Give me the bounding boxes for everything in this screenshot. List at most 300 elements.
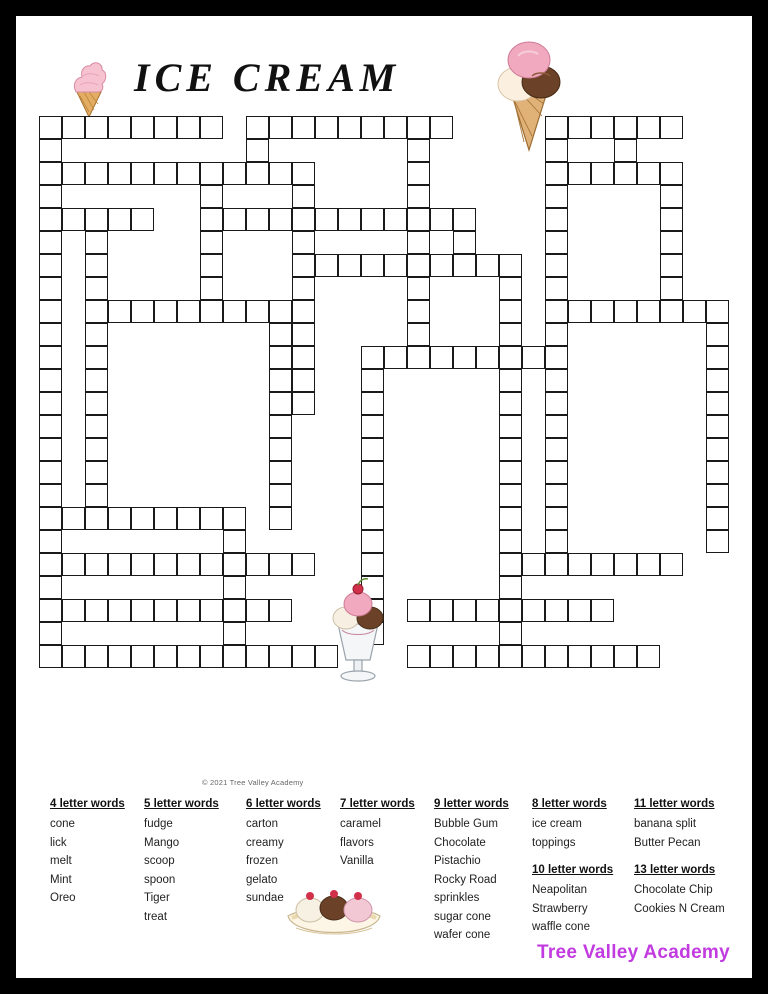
crossword-cell[interactable] xyxy=(407,599,430,622)
crossword-cell[interactable] xyxy=(499,254,522,277)
crossword-cell[interactable] xyxy=(430,208,453,231)
word-list-item[interactable]: Chocolate Chip xyxy=(634,884,713,896)
crossword-cell[interactable] xyxy=(154,553,177,576)
crossword-cell[interactable] xyxy=(223,553,246,576)
crossword-cell[interactable] xyxy=(453,231,476,254)
crossword-cell[interactable] xyxy=(683,300,706,323)
crossword-cell[interactable] xyxy=(131,162,154,185)
crossword-cell[interactable] xyxy=(177,162,200,185)
crossword-cell[interactable] xyxy=(200,116,223,139)
crossword-cell[interactable] xyxy=(499,599,522,622)
crossword-cell[interactable] xyxy=(85,438,108,461)
word-list-item[interactable]: sprinkles xyxy=(434,892,480,904)
crossword-cell[interactable] xyxy=(338,208,361,231)
crossword-cell[interactable] xyxy=(39,484,62,507)
crossword-cell[interactable] xyxy=(706,323,729,346)
crossword-cell[interactable] xyxy=(614,116,637,139)
crossword-cell[interactable] xyxy=(85,162,108,185)
crossword-cell[interactable] xyxy=(131,208,154,231)
crossword-cell[interactable] xyxy=(108,507,131,530)
crossword-cell[interactable] xyxy=(499,484,522,507)
crossword-cell[interactable] xyxy=(384,116,407,139)
crossword-cell[interactable] xyxy=(85,461,108,484)
crossword-cell[interactable] xyxy=(637,116,660,139)
crossword-cell[interactable] xyxy=(39,208,62,231)
crossword-cell[interactable] xyxy=(545,415,568,438)
crossword-cell[interactable] xyxy=(361,553,384,576)
crossword-cell[interactable] xyxy=(545,530,568,553)
crossword-cell[interactable] xyxy=(545,369,568,392)
crossword-cell[interactable] xyxy=(223,622,246,645)
word-list-item[interactable]: frozen xyxy=(246,855,278,867)
crossword-cell[interactable] xyxy=(706,438,729,461)
crossword-cell[interactable] xyxy=(384,346,407,369)
crossword-cell[interactable] xyxy=(430,254,453,277)
crossword-cell[interactable] xyxy=(591,162,614,185)
crossword-cell[interactable] xyxy=(246,300,269,323)
crossword-cell[interactable] xyxy=(499,415,522,438)
crossword-cell[interactable] xyxy=(154,162,177,185)
crossword-cell[interactable] xyxy=(591,645,614,668)
crossword-cell[interactable] xyxy=(223,576,246,599)
crossword-cell[interactable] xyxy=(85,507,108,530)
crossword-cell[interactable] xyxy=(545,323,568,346)
crossword-cell[interactable] xyxy=(545,484,568,507)
crossword-cell[interactable] xyxy=(85,369,108,392)
crossword-cell[interactable] xyxy=(545,300,568,323)
crossword-cell[interactable] xyxy=(407,277,430,300)
crossword-cell[interactable] xyxy=(407,185,430,208)
crossword-cell[interactable] xyxy=(223,162,246,185)
crossword-cell[interactable] xyxy=(614,139,637,162)
crossword-cell[interactable] xyxy=(200,553,223,576)
word-list-item[interactable]: Chocolate xyxy=(434,836,486,849)
crossword-cell[interactable] xyxy=(292,323,315,346)
crossword-cell[interactable] xyxy=(39,415,62,438)
crossword-cell[interactable] xyxy=(62,116,85,139)
crossword-cell[interactable] xyxy=(315,116,338,139)
crossword-cell[interactable] xyxy=(614,553,637,576)
crossword-cell[interactable] xyxy=(545,645,568,668)
crossword-cell[interactable] xyxy=(637,300,660,323)
crossword-cell[interactable] xyxy=(361,369,384,392)
crossword-cell[interactable] xyxy=(200,162,223,185)
crossword-cell[interactable] xyxy=(269,599,292,622)
word-list-item[interactable]: Rocky Road xyxy=(434,873,497,886)
word-list-item[interactable]: waffle cone xyxy=(532,921,590,933)
word-list-item[interactable]: sugar cone xyxy=(434,910,491,923)
crossword-cell[interactable] xyxy=(407,645,430,668)
crossword-cell[interactable] xyxy=(499,622,522,645)
crossword-cell[interactable] xyxy=(154,116,177,139)
crossword-cell[interactable] xyxy=(706,461,729,484)
crossword-cell[interactable] xyxy=(269,369,292,392)
crossword-cell[interactable] xyxy=(545,208,568,231)
word-list-item[interactable]: caramel xyxy=(340,818,381,830)
crossword-cell[interactable] xyxy=(545,162,568,185)
crossword-cell[interactable] xyxy=(476,599,499,622)
crossword-cell[interactable] xyxy=(292,231,315,254)
crossword-cell[interactable] xyxy=(407,254,430,277)
crossword-cell[interactable] xyxy=(361,116,384,139)
crossword-cell[interactable] xyxy=(338,254,361,277)
crossword-cell[interactable] xyxy=(85,300,108,323)
crossword-cell[interactable] xyxy=(660,254,683,277)
crossword-cell[interactable] xyxy=(85,231,108,254)
crossword-cell[interactable] xyxy=(269,645,292,668)
crossword-cell[interactable] xyxy=(269,300,292,323)
word-list-item[interactable]: toppings xyxy=(532,836,576,849)
crossword-cell[interactable] xyxy=(591,116,614,139)
word-list-item[interactable]: Oreo xyxy=(50,892,76,904)
crossword-cell[interactable] xyxy=(39,645,62,668)
crossword-cell[interactable] xyxy=(200,645,223,668)
crossword-cell[interactable] xyxy=(177,645,200,668)
crossword-cell[interactable] xyxy=(131,599,154,622)
crossword-cell[interactable] xyxy=(200,300,223,323)
crossword-cell[interactable] xyxy=(39,116,62,139)
crossword-cell[interactable] xyxy=(131,300,154,323)
crossword-cell[interactable] xyxy=(39,231,62,254)
crossword-cell[interactable] xyxy=(430,346,453,369)
crossword-cell[interactable] xyxy=(246,599,269,622)
crossword-cell[interactable] xyxy=(706,346,729,369)
crossword-cell[interactable] xyxy=(292,277,315,300)
crossword-cell[interactable] xyxy=(292,553,315,576)
crossword-cell[interactable] xyxy=(545,116,568,139)
crossword-cell[interactable] xyxy=(499,576,522,599)
word-list-item[interactable]: Strawberry xyxy=(532,902,588,915)
crossword-cell[interactable] xyxy=(522,645,545,668)
crossword-cell[interactable] xyxy=(361,438,384,461)
crossword-cell[interactable] xyxy=(39,162,62,185)
word-list-item[interactable]: cone xyxy=(50,818,75,830)
crossword-cell[interactable] xyxy=(591,599,614,622)
crossword-cell[interactable] xyxy=(476,254,499,277)
crossword-cell[interactable] xyxy=(85,484,108,507)
crossword-cell[interactable] xyxy=(200,277,223,300)
crossword-cell[interactable] xyxy=(292,346,315,369)
crossword-cell[interactable] xyxy=(200,507,223,530)
crossword-cell[interactable] xyxy=(85,208,108,231)
crossword-cell[interactable] xyxy=(614,645,637,668)
crossword-cell[interactable] xyxy=(223,645,246,668)
crossword-cell[interactable] xyxy=(269,438,292,461)
crossword-cell[interactable] xyxy=(292,116,315,139)
crossword-cell[interactable] xyxy=(338,116,361,139)
crossword-cell[interactable] xyxy=(62,553,85,576)
crossword-cell[interactable] xyxy=(499,507,522,530)
crossword-cell[interactable] xyxy=(407,139,430,162)
crossword-cell[interactable] xyxy=(660,553,683,576)
word-list-item[interactable]: sundae xyxy=(246,892,284,904)
crossword-cell[interactable] xyxy=(706,484,729,507)
crossword-cell[interactable] xyxy=(292,162,315,185)
crossword-cell[interactable] xyxy=(453,254,476,277)
crossword-cell[interactable] xyxy=(660,185,683,208)
crossword-cell[interactable] xyxy=(154,300,177,323)
crossword-cell[interactable] xyxy=(62,645,85,668)
crossword-cell[interactable] xyxy=(706,530,729,553)
crossword-cell[interactable] xyxy=(223,530,246,553)
crossword-cell[interactable] xyxy=(453,645,476,668)
crossword-cell[interactable] xyxy=(62,507,85,530)
crossword-cell[interactable] xyxy=(706,369,729,392)
crossword-cell[interactable] xyxy=(361,392,384,415)
word-list-item[interactable]: Cookies N Cream xyxy=(634,902,725,915)
crossword-cell[interactable] xyxy=(499,369,522,392)
crossword-cell[interactable] xyxy=(292,645,315,668)
crossword-cell[interactable] xyxy=(269,553,292,576)
word-list-item[interactable]: banana split xyxy=(634,818,697,830)
crossword-cell[interactable] xyxy=(453,208,476,231)
crossword-cell[interactable] xyxy=(545,231,568,254)
crossword-cell[interactable] xyxy=(108,599,131,622)
crossword-cell[interactable] xyxy=(499,645,522,668)
crossword-cell[interactable] xyxy=(39,277,62,300)
crossword-cell[interactable] xyxy=(131,507,154,530)
crossword-cell[interactable] xyxy=(39,599,62,622)
crossword-cell[interactable] xyxy=(246,208,269,231)
crossword-cell[interactable] xyxy=(568,645,591,668)
word-list-item[interactable]: Bubble Gum xyxy=(434,818,498,830)
crossword-cell[interactable] xyxy=(522,553,545,576)
crossword-cell[interactable] xyxy=(85,415,108,438)
word-list-item[interactable]: creamy xyxy=(246,836,284,849)
crossword-cell[interactable] xyxy=(246,116,269,139)
crossword-cell[interactable] xyxy=(200,185,223,208)
crossword-cell[interactable] xyxy=(660,300,683,323)
crossword-cell[interactable] xyxy=(499,277,522,300)
crossword-cell[interactable] xyxy=(315,208,338,231)
crossword-cell[interactable] xyxy=(177,553,200,576)
crossword-cell[interactable] xyxy=(499,300,522,323)
crossword-cell[interactable] xyxy=(407,300,430,323)
crossword-cell[interactable] xyxy=(545,599,568,622)
crossword-cell[interactable] xyxy=(108,553,131,576)
crossword-cell[interactable] xyxy=(269,208,292,231)
word-list-item[interactable]: wafer cone xyxy=(434,929,491,941)
word-list-item[interactable]: Neapolitan xyxy=(532,884,587,896)
crossword-cell[interactable] xyxy=(200,208,223,231)
crossword-cell[interactable] xyxy=(660,116,683,139)
crossword-cell[interactable] xyxy=(131,553,154,576)
crossword-cell[interactable] xyxy=(568,553,591,576)
crossword-cell[interactable] xyxy=(39,461,62,484)
crossword-cell[interactable] xyxy=(706,507,729,530)
crossword-cell[interactable] xyxy=(223,208,246,231)
word-list-item[interactable]: Vanilla xyxy=(340,855,374,867)
crossword-cell[interactable] xyxy=(384,254,407,277)
crossword-cell[interactable] xyxy=(223,599,246,622)
crossword-cell[interactable] xyxy=(85,645,108,668)
crossword-cell[interactable] xyxy=(706,300,729,323)
crossword-cell[interactable] xyxy=(453,599,476,622)
crossword-cell[interactable] xyxy=(62,162,85,185)
crossword-cell[interactable] xyxy=(39,507,62,530)
crossword-cell[interactable] xyxy=(545,461,568,484)
crossword-cell[interactable] xyxy=(315,254,338,277)
crossword-cell[interactable] xyxy=(85,392,108,415)
crossword-cell[interactable] xyxy=(637,162,660,185)
crossword-cell[interactable] xyxy=(269,162,292,185)
word-list-item[interactable]: lick xyxy=(50,836,67,849)
crossword-cell[interactable] xyxy=(269,392,292,415)
word-list-item[interactable]: scoop xyxy=(144,855,175,867)
crossword-cell[interactable] xyxy=(499,461,522,484)
crossword-cell[interactable] xyxy=(108,162,131,185)
crossword-cell[interactable] xyxy=(154,507,177,530)
word-list-item[interactable]: Mango xyxy=(144,836,180,849)
crossword-cell[interactable] xyxy=(545,254,568,277)
crossword-cell[interactable] xyxy=(430,645,453,668)
crossword-cell[interactable] xyxy=(62,208,85,231)
crossword-cell[interactable] xyxy=(522,599,545,622)
word-list-item[interactable]: carton xyxy=(246,818,278,830)
word-list-item[interactable]: ice cream xyxy=(532,818,582,830)
crossword-cell[interactable] xyxy=(430,599,453,622)
crossword-cell[interactable] xyxy=(200,599,223,622)
crossword-cell[interactable] xyxy=(292,369,315,392)
crossword-cell[interactable] xyxy=(39,576,62,599)
crossword-cell[interactable] xyxy=(39,553,62,576)
crossword-cell[interactable] xyxy=(545,277,568,300)
word-list-item[interactable]: Mint xyxy=(50,873,72,886)
crossword-cell[interactable] xyxy=(246,162,269,185)
crossword-cell[interactable] xyxy=(39,392,62,415)
crossword-cell[interactable] xyxy=(269,507,292,530)
crossword-cell[interactable] xyxy=(660,231,683,254)
crossword-cell[interactable] xyxy=(39,254,62,277)
word-list-item[interactable]: Pistachio xyxy=(434,855,481,867)
crossword-cell[interactable] xyxy=(269,461,292,484)
crossword-cell[interactable] xyxy=(660,277,683,300)
crossword-cell[interactable] xyxy=(108,300,131,323)
crossword-cell[interactable] xyxy=(85,254,108,277)
crossword-cell[interactable] xyxy=(269,346,292,369)
crossword-cell[interactable] xyxy=(131,116,154,139)
crossword-cell[interactable] xyxy=(453,346,476,369)
word-list-item[interactable]: melt xyxy=(50,855,72,867)
crossword-cell[interactable] xyxy=(108,645,131,668)
crossword-cell[interactable] xyxy=(706,415,729,438)
crossword-cell[interactable] xyxy=(499,553,522,576)
word-list-item[interactable]: gelato xyxy=(246,873,278,886)
crossword-cell[interactable] xyxy=(637,645,660,668)
crossword-cell[interactable] xyxy=(39,346,62,369)
crossword-cell[interactable] xyxy=(361,507,384,530)
crossword-cell[interactable] xyxy=(706,392,729,415)
crossword-cell[interactable] xyxy=(476,645,499,668)
crossword-cell[interactable] xyxy=(269,323,292,346)
crossword-cell[interactable] xyxy=(200,254,223,277)
word-list-item[interactable]: fudge xyxy=(144,818,173,830)
crossword-cell[interactable] xyxy=(407,162,430,185)
crossword-cell[interactable] xyxy=(39,139,62,162)
crossword-cell[interactable] xyxy=(568,599,591,622)
crossword-cell[interactable] xyxy=(545,438,568,461)
crossword-cell[interactable] xyxy=(591,300,614,323)
crossword-cell[interactable] xyxy=(361,415,384,438)
crossword-cell[interactable] xyxy=(177,116,200,139)
crossword-cell[interactable] xyxy=(85,116,108,139)
crossword-cell[interactable] xyxy=(292,208,315,231)
crossword-cell[interactable] xyxy=(660,162,683,185)
crossword-cell[interactable] xyxy=(85,346,108,369)
crossword-cell[interactable] xyxy=(246,645,269,668)
crossword-cell[interactable] xyxy=(614,300,637,323)
crossword-cell[interactable] xyxy=(85,277,108,300)
word-list-item[interactable]: flavors xyxy=(340,836,374,849)
crossword-cell[interactable] xyxy=(292,300,315,323)
crossword-cell[interactable] xyxy=(499,323,522,346)
crossword-cell[interactable] xyxy=(522,346,545,369)
crossword-cell[interactable] xyxy=(545,139,568,162)
crossword-cell[interactable] xyxy=(407,231,430,254)
crossword-cell[interactable] xyxy=(246,139,269,162)
crossword-cell[interactable] xyxy=(39,530,62,553)
crossword-cell[interactable] xyxy=(660,208,683,231)
crossword-cell[interactable] xyxy=(246,553,269,576)
crossword-cell[interactable] xyxy=(108,208,131,231)
crossword-cell[interactable] xyxy=(177,599,200,622)
crossword-cell[interactable] xyxy=(200,231,223,254)
crossword-cell[interactable] xyxy=(39,438,62,461)
crossword-cell[interactable] xyxy=(384,208,407,231)
crossword-cell[interactable] xyxy=(499,392,522,415)
crossword-cell[interactable] xyxy=(591,553,614,576)
crossword-cell[interactable] xyxy=(407,208,430,231)
crossword-cell[interactable] xyxy=(177,507,200,530)
crossword-cell[interactable] xyxy=(407,323,430,346)
crossword-cell[interactable] xyxy=(39,622,62,645)
crossword-cell[interactable] xyxy=(361,208,384,231)
crossword-cell[interactable] xyxy=(361,530,384,553)
crossword-cell[interactable] xyxy=(39,323,62,346)
crossword-cell[interactable] xyxy=(292,185,315,208)
crossword-cell[interactable] xyxy=(568,116,591,139)
crossword-cell[interactable] xyxy=(85,553,108,576)
crossword-cell[interactable] xyxy=(361,346,384,369)
crossword-cell[interactable] xyxy=(39,185,62,208)
crossword-cell[interactable] xyxy=(545,507,568,530)
crossword-cell[interactable] xyxy=(545,346,568,369)
crossword-cell[interactable] xyxy=(568,300,591,323)
crossword-cell[interactable] xyxy=(361,484,384,507)
crossword-cell[interactable] xyxy=(637,553,660,576)
crossword-cell[interactable] xyxy=(85,599,108,622)
crossword-cell[interactable] xyxy=(545,185,568,208)
crossword-cell[interactable] xyxy=(292,254,315,277)
crossword-cell[interactable] xyxy=(499,438,522,461)
crossword-cell[interactable] xyxy=(568,162,591,185)
crossword-cell[interactable] xyxy=(361,254,384,277)
crossword-cell[interactable] xyxy=(39,300,62,323)
crossword-cell[interactable] xyxy=(85,323,108,346)
crossword-cell[interactable] xyxy=(269,116,292,139)
crossword-cell[interactable] xyxy=(499,346,522,369)
crossword-cell[interactable] xyxy=(39,369,62,392)
word-list-item[interactable]: spoon xyxy=(144,873,176,886)
crossword-cell[interactable] xyxy=(269,484,292,507)
crossword-cell[interactable] xyxy=(407,116,430,139)
crossword-cell[interactable] xyxy=(177,300,200,323)
crossword-cell[interactable] xyxy=(292,392,315,415)
crossword-cell[interactable] xyxy=(223,507,246,530)
crossword-cell[interactable] xyxy=(545,553,568,576)
crossword-cell[interactable] xyxy=(154,599,177,622)
crossword-cell[interactable] xyxy=(545,392,568,415)
